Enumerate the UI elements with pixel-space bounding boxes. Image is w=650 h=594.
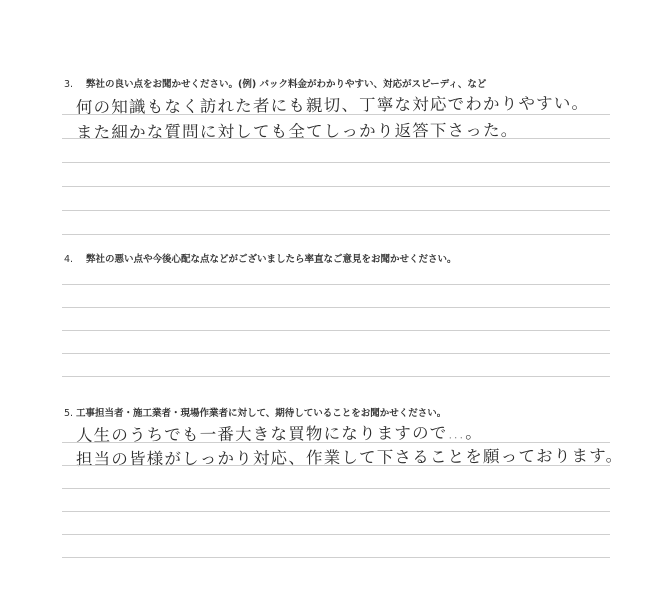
answer-3-line-1: 何の知識もなく訪れた者にも親切、丁寧な対応でわかりやすい。 xyxy=(75,93,590,118)
answer-5-rule xyxy=(62,557,610,558)
question-5-number: 5. xyxy=(64,408,74,419)
answer-5-rule xyxy=(62,442,610,443)
answer-3-rule xyxy=(62,186,610,187)
answer-3-rule xyxy=(62,114,610,115)
answer-5-line-2: 担当の皆様がしっかり対応、作業して下さることを願っております。 xyxy=(75,446,624,470)
answer-3-rule xyxy=(62,210,610,211)
answer-4-rule xyxy=(62,307,610,308)
question-3-text: 弊社の良い点をお聞かせください。(例) パック料金がわかりやすい、対応がスピーディ、など xyxy=(86,79,487,90)
question-3-number: 3. xyxy=(64,79,74,90)
question-5 xyxy=(64,405,446,419)
answer-5-rule xyxy=(62,465,610,466)
answer-3-rule xyxy=(62,138,610,139)
question-4 xyxy=(64,251,457,265)
question-3 xyxy=(64,76,486,90)
answer-5-rule xyxy=(62,511,610,512)
answer-4-rule xyxy=(62,353,610,354)
question-4-number: 4. xyxy=(64,254,74,265)
question-4-text: 弊社の悪い点や今後心配な点などがございましたら率直なご意見をお聞かせください。 xyxy=(86,254,457,265)
question-5-text: 工事担当者・施工業者・現場作業者に対して、期待していることをお聞かせください。 xyxy=(76,408,447,419)
answer-4-rule xyxy=(62,284,610,285)
answer-5-line-1: 人生のうちでも一番大きな買物になりますので…。 xyxy=(75,423,483,446)
answer-5-rule xyxy=(62,488,610,489)
answer-3-rule xyxy=(62,234,610,235)
answer-3-line-2: また細かな質問に対しても全てしっかり返答下さった。 xyxy=(75,120,519,143)
answer-4-rule xyxy=(62,376,610,377)
answer-4-rule xyxy=(62,330,610,331)
answer-5-rule xyxy=(62,534,610,535)
answer-3-rule xyxy=(62,162,610,163)
